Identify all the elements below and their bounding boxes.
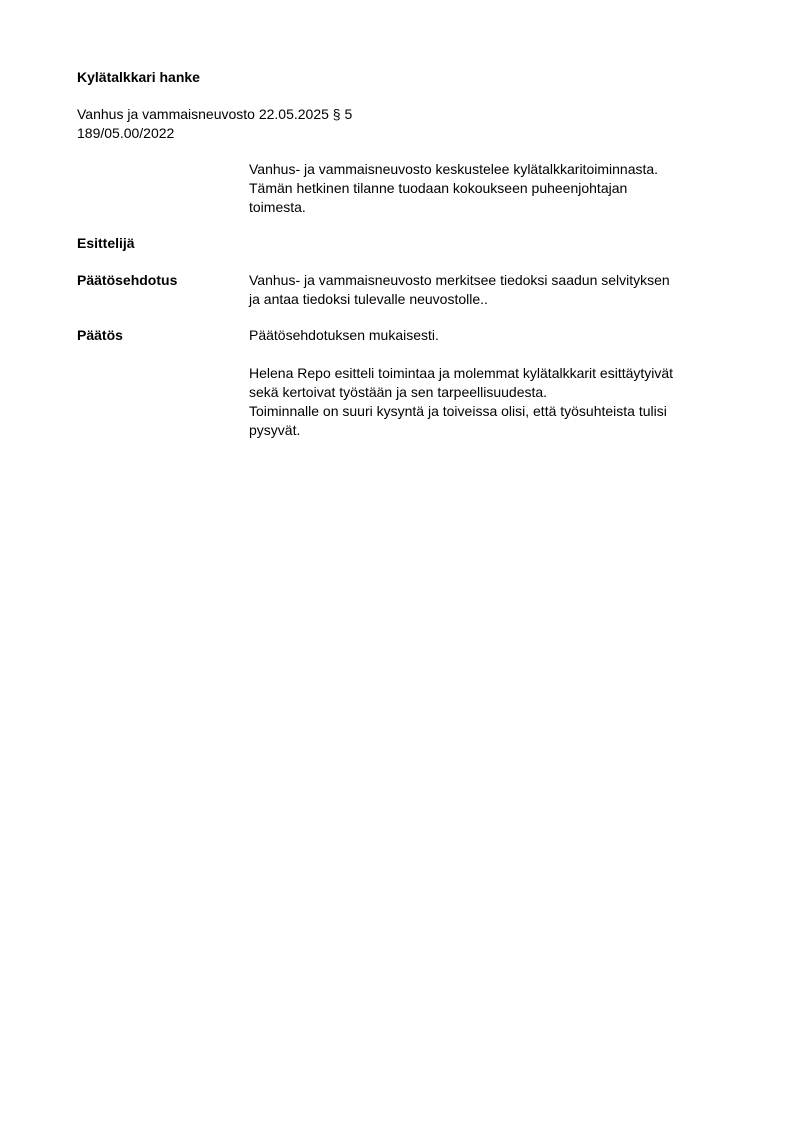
meeting-reference: Vanhus ja vammaisneuvosto 22.05.2025 § 5	[77, 106, 353, 122]
decision-detail-line: Helena Repo esitteli toimintaa ja molemmat kylätalkkarit esittäytyivät	[249, 365, 674, 381]
proposal-line: ja antaa tiedoksi tulevalle neuvostolle..	[249, 291, 488, 307]
proposal-label: Päätösehdotus	[77, 272, 178, 288]
intro-line: Vanhus- ja vammaisneuvosto keskustelee kylätalkkaritoiminnasta.	[249, 161, 659, 177]
decision-line: Päätösehdotuksen mukaisesti.	[249, 327, 439, 343]
decision-detail-line: Toiminnalle on suuri kysyntä ja toiveissa olisi, että työsuhteista tulisi	[249, 403, 667, 419]
proposal-text	[249, 271, 731, 309]
decision-detail-line: sekä kertoivat työstään ja sen tarpeellisuudesta.	[249, 384, 548, 400]
intro-line: Tämän hetkinen tilanne tuodaan kokoukseen puheenjohtajan	[249, 180, 628, 196]
presenter-label: Esittelijä	[77, 235, 135, 251]
intro-text	[249, 160, 731, 217]
document-title: Kylätalkkari hanke	[77, 69, 200, 85]
case-number: 189/05.00/2022	[77, 125, 175, 141]
intro-line: toimesta.	[249, 199, 306, 215]
decision-text	[249, 326, 731, 440]
proposal-line: Vanhus- ja vammaisneuvosto merkitsee tiedoksi saadun selvityksen	[249, 272, 670, 288]
decision-detail-line: pysyvät.	[249, 422, 301, 438]
paragraph-gap	[249, 345, 731, 364]
decision-label: Päätös	[77, 327, 123, 343]
